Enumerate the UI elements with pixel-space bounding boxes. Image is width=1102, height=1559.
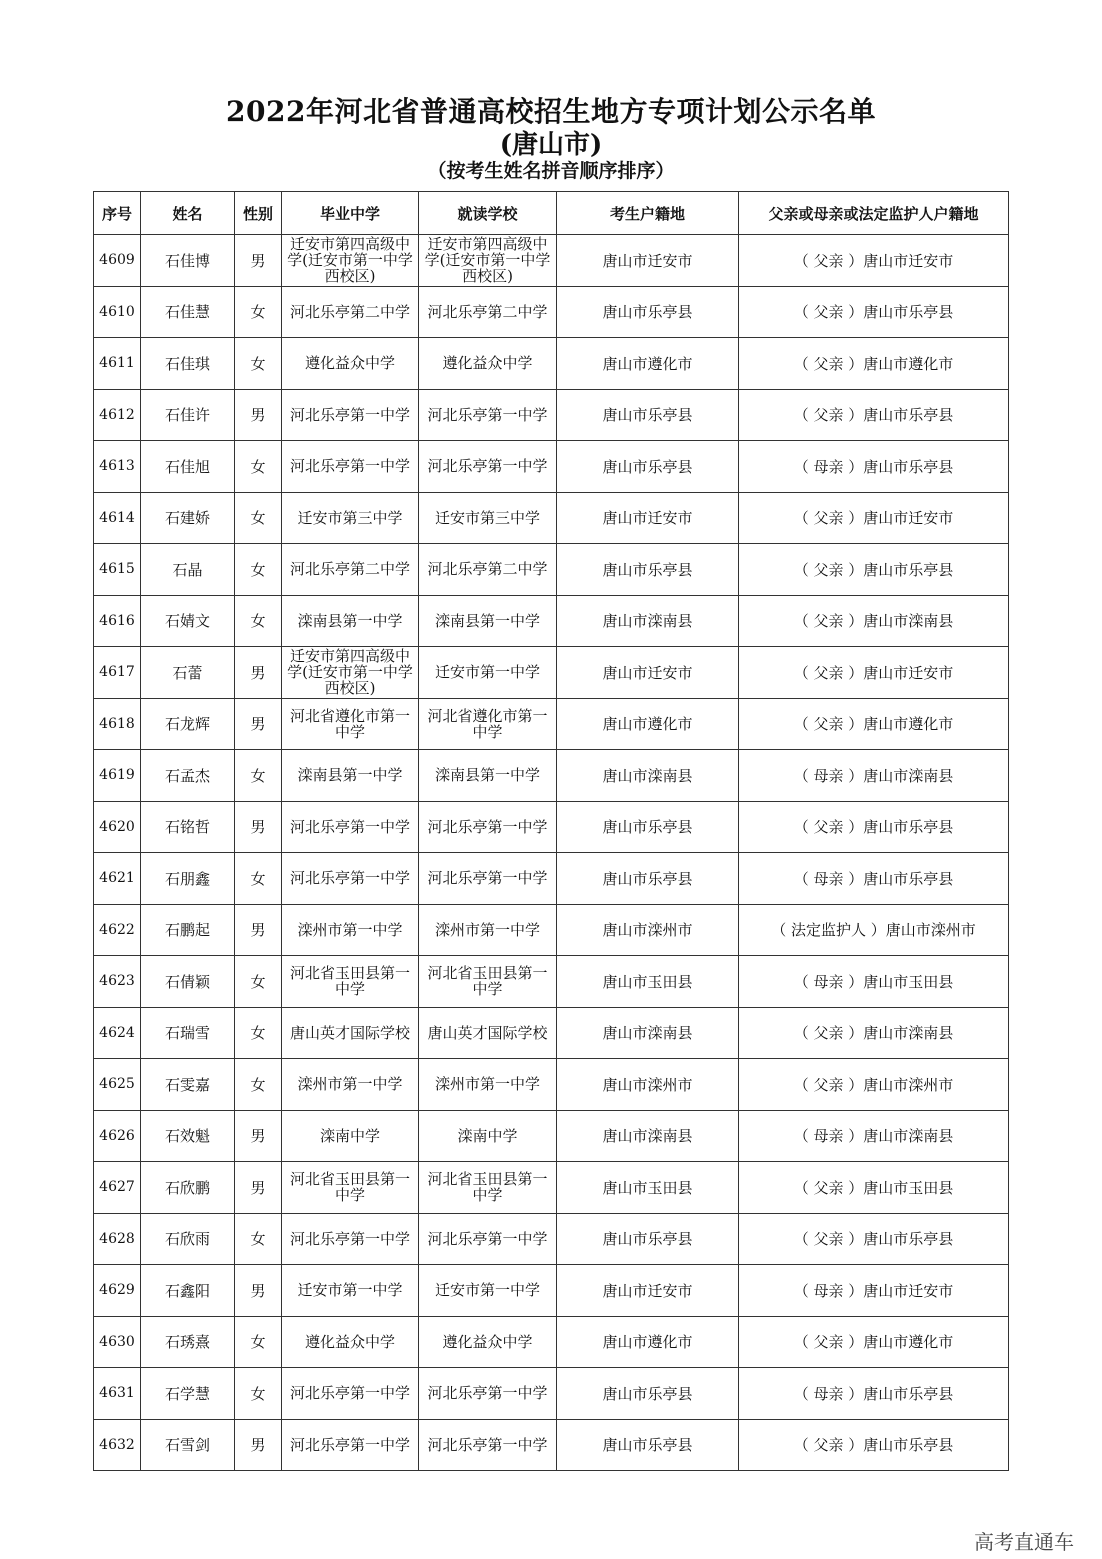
cell-guardian-registration: （ 父亲 ）唐山市乐亭县 [739, 1419, 1009, 1471]
cell-household-registration: 唐山市滦南县 [557, 1007, 739, 1059]
cell-graduated-school: 河北乐亭第一中学 [282, 389, 419, 441]
cell-graduated-school: 河北乐亭第一中学 [282, 801, 419, 853]
cell-current-school: 遵化益众中学 [419, 338, 557, 390]
cell-gender: 女 [235, 595, 282, 647]
cell-guardian-registration: （ 父亲 ）唐山市迁安市 [739, 647, 1009, 699]
cell-seq: 4628 [94, 1213, 141, 1265]
cell-graduated-school: 迁安市第四高级中学(迁安市第一中学西校区) [282, 647, 419, 699]
cell-household-registration: 唐山市遵化市 [557, 1316, 739, 1368]
table-row [94, 1007, 1009, 1059]
cell-seq: 4625 [94, 1059, 141, 1111]
cell-seq: 4613 [94, 441, 141, 493]
table-row [94, 1419, 1009, 1471]
cell-guardian-registration: （ 父亲 ）唐山市遵化市 [739, 698, 1009, 750]
cell-guardian-registration: （ 法定监护人 ）唐山市滦州市 [739, 904, 1009, 956]
cell-household-registration: 唐山市滦州市 [557, 904, 739, 956]
cell-household-registration: 唐山市乐亭县 [557, 1213, 739, 1265]
cell-name: 石佳旭 [141, 441, 235, 493]
cell-graduated-school: 河北乐亭第一中学 [282, 1419, 419, 1471]
cell-current-school: 滦南县第一中学 [419, 750, 557, 802]
cell-graduated-school: 河北乐亭第一中学 [282, 853, 419, 905]
cell-guardian-registration: （ 母亲 ）唐山市玉田县 [739, 956, 1009, 1008]
cell-gender: 女 [235, 286, 282, 338]
table-row [94, 286, 1009, 338]
cell-gender: 女 [235, 338, 282, 390]
cell-guardian-registration: （ 母亲 ）唐山市滦南县 [739, 750, 1009, 802]
cell-current-school: 河北乐亭第一中学 [419, 1419, 557, 1471]
cell-guardian-registration: （ 父亲 ）唐山市迁安市 [739, 235, 1009, 287]
cell-seq: 4616 [94, 595, 141, 647]
cell-guardian-registration: （ 母亲 ）唐山市乐亭县 [739, 1368, 1009, 1420]
cell-current-school: 滦州市第一中学 [419, 1059, 557, 1111]
table-row [94, 1368, 1009, 1420]
cell-graduated-school: 河北乐亭第二中学 [282, 544, 419, 596]
cell-current-school: 河北省玉田县第一中学 [419, 1162, 557, 1214]
cell-seq: 4627 [94, 1162, 141, 1214]
cell-guardian-registration: （ 母亲 ）唐山市乐亭县 [739, 853, 1009, 905]
cell-household-registration: 唐山市滦南县 [557, 1110, 739, 1162]
table-row [94, 750, 1009, 802]
cell-seq: 4630 [94, 1316, 141, 1368]
cell-seq: 4618 [94, 698, 141, 750]
cell-name: 石婧文 [141, 595, 235, 647]
cell-current-school: 滦州市第一中学 [419, 904, 557, 956]
cell-guardian-registration: （ 父亲 ）唐山市乐亭县 [739, 801, 1009, 853]
cell-current-school: 滦南县第一中学 [419, 595, 557, 647]
table-row [94, 1162, 1009, 1214]
cell-name: 石效魁 [141, 1110, 235, 1162]
cell-gender: 女 [235, 1059, 282, 1111]
cell-household-registration: 唐山市滦南县 [557, 750, 739, 802]
cell-graduated-school: 滦南县第一中学 [282, 595, 419, 647]
cell-graduated-school: 河北乐亭第一中学 [282, 1213, 419, 1265]
table-row [94, 853, 1009, 905]
cell-graduated-school: 河北乐亭第一中学 [282, 441, 419, 493]
cell-gender: 女 [235, 1007, 282, 1059]
cell-gender: 男 [235, 698, 282, 750]
cell-seq: 4610 [94, 286, 141, 338]
cell-graduated-school: 滦州市第一中学 [282, 1059, 419, 1111]
cell-guardian-registration: （ 父亲 ）唐山市滦州市 [739, 1059, 1009, 1111]
cell-graduated-school: 滦南县第一中学 [282, 750, 419, 802]
cell-household-registration: 唐山市迁安市 [557, 235, 739, 287]
cell-name: 石佳琪 [141, 338, 235, 390]
table-row [94, 1110, 1009, 1162]
cell-household-registration: 唐山市玉田县 [557, 1162, 739, 1214]
cell-seq: 4626 [94, 1110, 141, 1162]
table-header-row [94, 192, 1009, 235]
cell-gender: 女 [235, 1368, 282, 1420]
cell-current-school: 河北省遵化市第一中学 [419, 698, 557, 750]
cell-gender: 男 [235, 647, 282, 699]
cell-name: 石朋鑫 [141, 853, 235, 905]
table-body [94, 235, 1009, 1471]
cell-graduated-school: 滦州市第一中学 [282, 904, 419, 956]
header-seq: 序号 [94, 192, 141, 235]
cell-graduated-school: 河北省遵化市第一中学 [282, 698, 419, 750]
cell-current-school: 遵化益众中学 [419, 1316, 557, 1368]
cell-current-school: 河北乐亭第一中学 [419, 853, 557, 905]
cell-graduated-school: 河北省玉田县第一中学 [282, 956, 419, 1008]
cell-current-school: 河北乐亭第一中学 [419, 441, 557, 493]
cell-guardian-registration: （ 父亲 ）唐山市滦南县 [739, 595, 1009, 647]
cell-current-school: 河北乐亭第一中学 [419, 1368, 557, 1420]
cell-seq: 4624 [94, 1007, 141, 1059]
table-row [94, 904, 1009, 956]
cell-gender: 男 [235, 904, 282, 956]
cell-gender: 女 [235, 750, 282, 802]
cell-name: 石佳许 [141, 389, 235, 441]
cell-graduated-school: 迁安市第三中学 [282, 492, 419, 544]
cell-household-registration: 唐山市乐亭县 [557, 1368, 739, 1420]
table-row [94, 698, 1009, 750]
table-row [94, 956, 1009, 1008]
cell-guardian-registration: （ 父亲 ）唐山市遵化市 [739, 1316, 1009, 1368]
cell-guardian-registration: （ 母亲 ）唐山市滦南县 [739, 1110, 1009, 1162]
table-row [94, 338, 1009, 390]
cell-current-school: 河北乐亭第二中学 [419, 544, 557, 596]
table-row [94, 595, 1009, 647]
cell-household-registration: 唐山市乐亭县 [557, 801, 739, 853]
cell-name: 石龙辉 [141, 698, 235, 750]
cell-guardian-registration: （ 母亲 ）唐山市乐亭县 [739, 441, 1009, 493]
cell-household-registration: 唐山市迁安市 [557, 647, 739, 699]
cell-name: 石鑫阳 [141, 1265, 235, 1317]
cell-guardian-registration: （ 父亲 ）唐山市乐亭县 [739, 389, 1009, 441]
cell-name: 石瑞雪 [141, 1007, 235, 1059]
cell-seq: 4609 [94, 235, 141, 287]
header-household-registration: 考生户籍地 [557, 192, 739, 235]
cell-name: 石建娇 [141, 492, 235, 544]
table-row [94, 1316, 1009, 1368]
cell-graduated-school: 滦南中学 [282, 1110, 419, 1162]
header-current-school: 就读学校 [419, 192, 557, 235]
cell-household-registration: 唐山市乐亭县 [557, 1419, 739, 1471]
table-row [94, 235, 1009, 287]
table-row [94, 801, 1009, 853]
cell-household-registration: 唐山市乐亭县 [557, 544, 739, 596]
table-row [94, 389, 1009, 441]
cell-seq: 4611 [94, 338, 141, 390]
table-row [94, 492, 1009, 544]
cell-household-registration: 唐山市迁安市 [557, 492, 739, 544]
cell-seq: 4619 [94, 750, 141, 802]
header-name: 姓名 [141, 192, 235, 235]
cell-name: 石倩颖 [141, 956, 235, 1008]
cell-name: 石佳慧 [141, 286, 235, 338]
cell-household-registration: 唐山市乐亭县 [557, 286, 739, 338]
cell-seq: 4623 [94, 956, 141, 1008]
cell-current-school: 唐山英才国际学校 [419, 1007, 557, 1059]
cell-name: 石铭哲 [141, 801, 235, 853]
cell-gender: 男 [235, 1162, 282, 1214]
cell-seq: 4632 [94, 1419, 141, 1471]
cell-household-registration: 唐山市乐亭县 [557, 441, 739, 493]
cell-gender: 女 [235, 1316, 282, 1368]
cell-graduated-school: 遵化益众中学 [282, 338, 419, 390]
cell-name: 石蕾 [141, 647, 235, 699]
cell-seq: 4614 [94, 492, 141, 544]
cell-household-registration: 唐山市遵化市 [557, 338, 739, 390]
cell-graduated-school: 唐山英才国际学校 [282, 1007, 419, 1059]
cell-current-school: 迁安市第四高级中学(迁安市第一中学西校区) [419, 235, 557, 287]
cell-guardian-registration: （ 父亲 ）唐山市乐亭县 [739, 544, 1009, 596]
cell-gender: 女 [235, 441, 282, 493]
cell-name: 石佳博 [141, 235, 235, 287]
cell-gender: 女 [235, 956, 282, 1008]
table-row [94, 1213, 1009, 1265]
cell-name: 石学慧 [141, 1368, 235, 1420]
cell-name: 石雯嘉 [141, 1059, 235, 1111]
table-row [94, 647, 1009, 699]
cell-graduated-school: 迁安市第四高级中学(迁安市第一中学西校区) [282, 235, 419, 287]
cell-household-registration: 唐山市玉田县 [557, 956, 739, 1008]
cell-gender: 男 [235, 1419, 282, 1471]
cell-current-school: 河北乐亭第一中学 [419, 801, 557, 853]
cell-seq: 4615 [94, 544, 141, 596]
cell-current-school: 迁安市第一中学 [419, 1265, 557, 1317]
cell-gender: 女 [235, 544, 282, 596]
cell-name: 石雪剑 [141, 1419, 235, 1471]
cell-seq: 4629 [94, 1265, 141, 1317]
cell-guardian-registration: （ 父亲 ）唐山市乐亭县 [739, 1213, 1009, 1265]
cell-guardian-registration: （ 父亲 ）唐山市迁安市 [739, 492, 1009, 544]
cell-gender: 男 [235, 389, 282, 441]
cell-graduated-school: 河北乐亭第二中学 [282, 286, 419, 338]
cell-gender: 女 [235, 853, 282, 905]
cell-household-registration: 唐山市滦南县 [557, 595, 739, 647]
cell-graduated-school: 河北省玉田县第一中学 [282, 1162, 419, 1214]
page-title: 2022年河北省普通高校招生地方专项计划公示名单 [226, 95, 876, 128]
table-row [94, 441, 1009, 493]
cell-current-school: 滦南中学 [419, 1110, 557, 1162]
cell-name: 石欣鹏 [141, 1162, 235, 1214]
cell-seq: 4621 [94, 853, 141, 905]
cell-current-school: 迁安市第三中学 [419, 492, 557, 544]
cell-name: 石鹏起 [141, 904, 235, 956]
cell-seq: 4612 [94, 389, 141, 441]
cell-seq: 4622 [94, 904, 141, 956]
page-subtitle-sort-note: （按考生姓名拼音顺序排序） [427, 160, 675, 182]
cell-current-school: 河北乐亭第二中学 [419, 286, 557, 338]
cell-guardian-registration: （ 父亲 ）唐山市玉田县 [739, 1162, 1009, 1214]
cell-guardian-registration: （ 母亲 ）唐山市迁安市 [739, 1265, 1009, 1317]
cell-gender: 男 [235, 1110, 282, 1162]
cell-gender: 女 [235, 492, 282, 544]
cell-name: 石琇熹 [141, 1316, 235, 1368]
header-guardian-registration: 父亲或母亲或法定监护人户籍地 [739, 192, 1009, 235]
cell-seq: 4631 [94, 1368, 141, 1420]
cell-graduated-school: 河北乐亭第一中学 [282, 1368, 419, 1420]
cell-current-school: 河北省玉田县第一中学 [419, 956, 557, 1008]
cell-gender: 男 [235, 801, 282, 853]
cell-current-school: 河北乐亭第一中学 [419, 389, 557, 441]
cell-household-registration: 唐山市乐亭县 [557, 389, 739, 441]
cell-gender: 女 [235, 1213, 282, 1265]
cell-gender: 男 [235, 1265, 282, 1317]
cell-graduated-school: 迁安市第一中学 [282, 1265, 419, 1317]
cell-household-registration: 唐山市迁安市 [557, 1265, 739, 1317]
cell-household-registration: 唐山市乐亭县 [557, 853, 739, 905]
cell-household-registration: 唐山市遵化市 [557, 698, 739, 750]
header-gender: 性别 [235, 192, 282, 235]
cell-name: 石晶 [141, 544, 235, 596]
table-row [94, 544, 1009, 596]
table-row [94, 1059, 1009, 1111]
cell-household-registration: 唐山市滦州市 [557, 1059, 739, 1111]
cell-current-school: 迁安市第一中学 [419, 647, 557, 699]
header-graduated-school: 毕业中学 [282, 192, 419, 235]
cell-guardian-registration: （ 父亲 ）唐山市遵化市 [739, 338, 1009, 390]
table-row [94, 1265, 1009, 1317]
cell-name: 石孟杰 [141, 750, 235, 802]
cell-current-school: 河北乐亭第一中学 [419, 1213, 557, 1265]
cell-guardian-registration: （ 父亲 ）唐山市乐亭县 [739, 286, 1009, 338]
cell-guardian-registration: （ 父亲 ）唐山市滦南县 [739, 1007, 1009, 1059]
cell-name: 石欣雨 [141, 1213, 235, 1265]
cell-seq: 4620 [94, 801, 141, 853]
cell-gender: 男 [235, 235, 282, 287]
applicant-table [93, 191, 1009, 1471]
cell-seq: 4617 [94, 647, 141, 699]
page-subtitle-city: (唐山市) [499, 130, 603, 160]
cell-graduated-school: 遵化益众中学 [282, 1316, 419, 1368]
watermark: 高考直通车 [974, 1530, 1074, 1554]
